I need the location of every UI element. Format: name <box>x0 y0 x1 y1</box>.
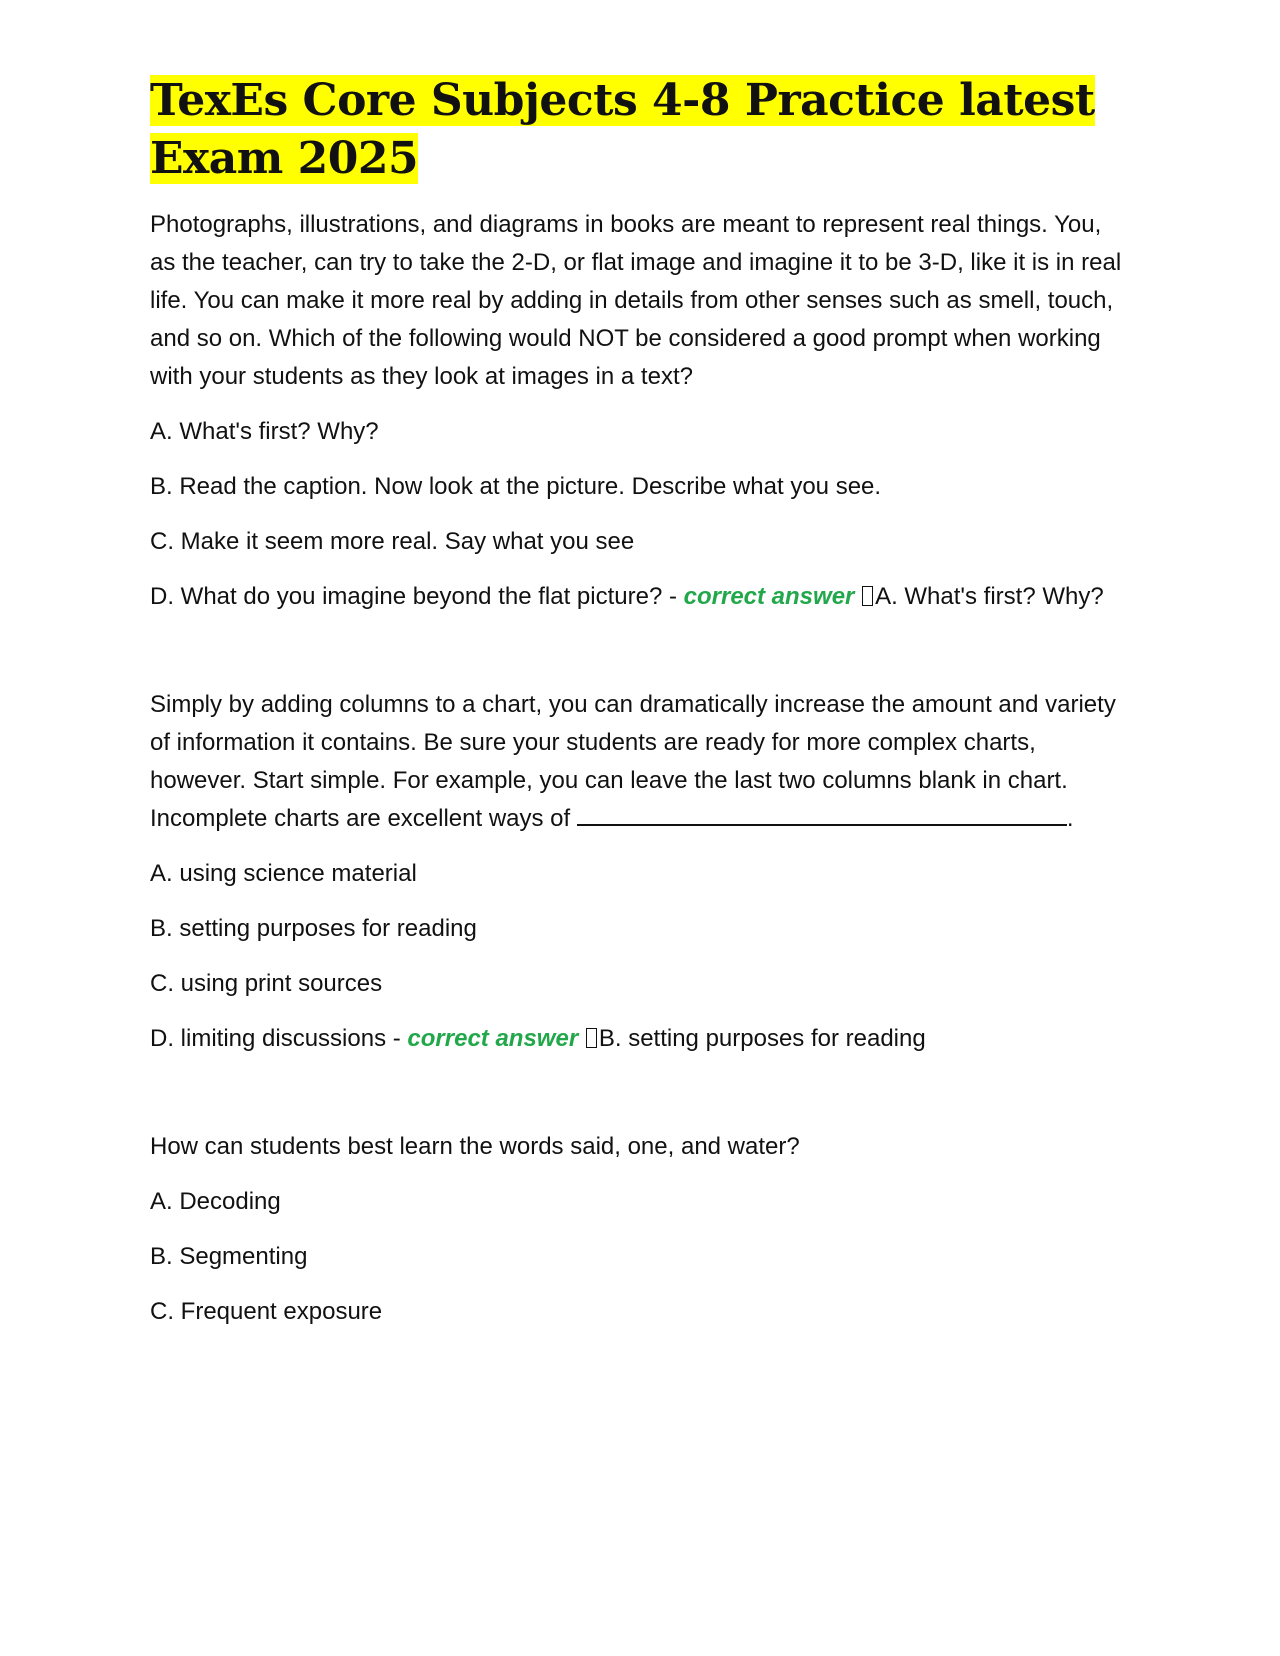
question-2-blank-end: . <box>1066 805 1074 832</box>
question-1-answer: A. What's first? Why? <box>875 583 1104 610</box>
question-2 <box>150 686 1130 1058</box>
missing-glyph-box-icon <box>862 586 873 606</box>
question-1 <box>150 206 1130 616</box>
question-2-stem-wrapper <box>150 686 1130 838</box>
question-1-stem: Photographs, illustrations, and diagrams in books are meant to represent real things. You, as the teacher, can try to take the 2-D, or flat image and imagine it to be 3-D, like it is in real life. You can make it more real by adding in details from other senses such as smell, touch, and so on. Which of the following would NOT be considered a good prompt when working with your students as they look at images in a text? <box>150 211 1122 390</box>
question-2-option-a: A. using science material <box>150 860 417 887</box>
question-2-option-c: C. using print sources <box>150 970 383 997</box>
question-1-option-c: C. Make it seem more real. Say what you see <box>150 528 635 555</box>
question-1-option-b: B. Read the caption. Now look at the picture. Describe what you see. <box>150 473 882 500</box>
question-2-stem: Simply by adding columns to a chart, you can dramatically increase the amount and variety of information it contains. Be sure your students are ready for more complex charts, however. Start simple. For example, you can leave the last two columns blank in chart. Incomplete charts are excellent ways of <box>150 691 1116 832</box>
document-title <box>150 72 1130 188</box>
correct-answer-label: correct answer <box>683 583 855 610</box>
question-3 <box>150 1128 1130 1331</box>
question-2-answer: B. setting purposes for reading <box>598 1025 926 1052</box>
question-3-stem: How can students best learn the words said, one, and water? <box>150 1133 800 1160</box>
question-1-option-a: A. What's first? Why? <box>150 418 379 445</box>
fill-in-blank-line <box>577 804 1067 826</box>
question-1-option-d: D. What do you imagine beyond the flat picture? - <box>150 583 684 610</box>
question-2-option-d: D. limiting discussions - <box>150 1025 408 1052</box>
question-3-option-c: C. Frequent exposure <box>150 1298 383 1325</box>
question-2-option-d-with-answer <box>150 1020 1130 1058</box>
question-3-option-b: B. Segmenting <box>150 1243 308 1270</box>
question-1-option-d-with-answer <box>150 578 1130 616</box>
correct-answer-label: correct answer <box>407 1025 579 1052</box>
question-3-option-a: A. Decoding <box>150 1188 281 1215</box>
missing-glyph-box-icon <box>586 1028 597 1048</box>
question-2-option-b: B. setting purposes for reading <box>150 915 477 942</box>
highlighted-title-text: TexEs Core Subjects 4-8 Practice latest Exam 2025 <box>150 75 1095 184</box>
document-page <box>150 72 1130 1348</box>
